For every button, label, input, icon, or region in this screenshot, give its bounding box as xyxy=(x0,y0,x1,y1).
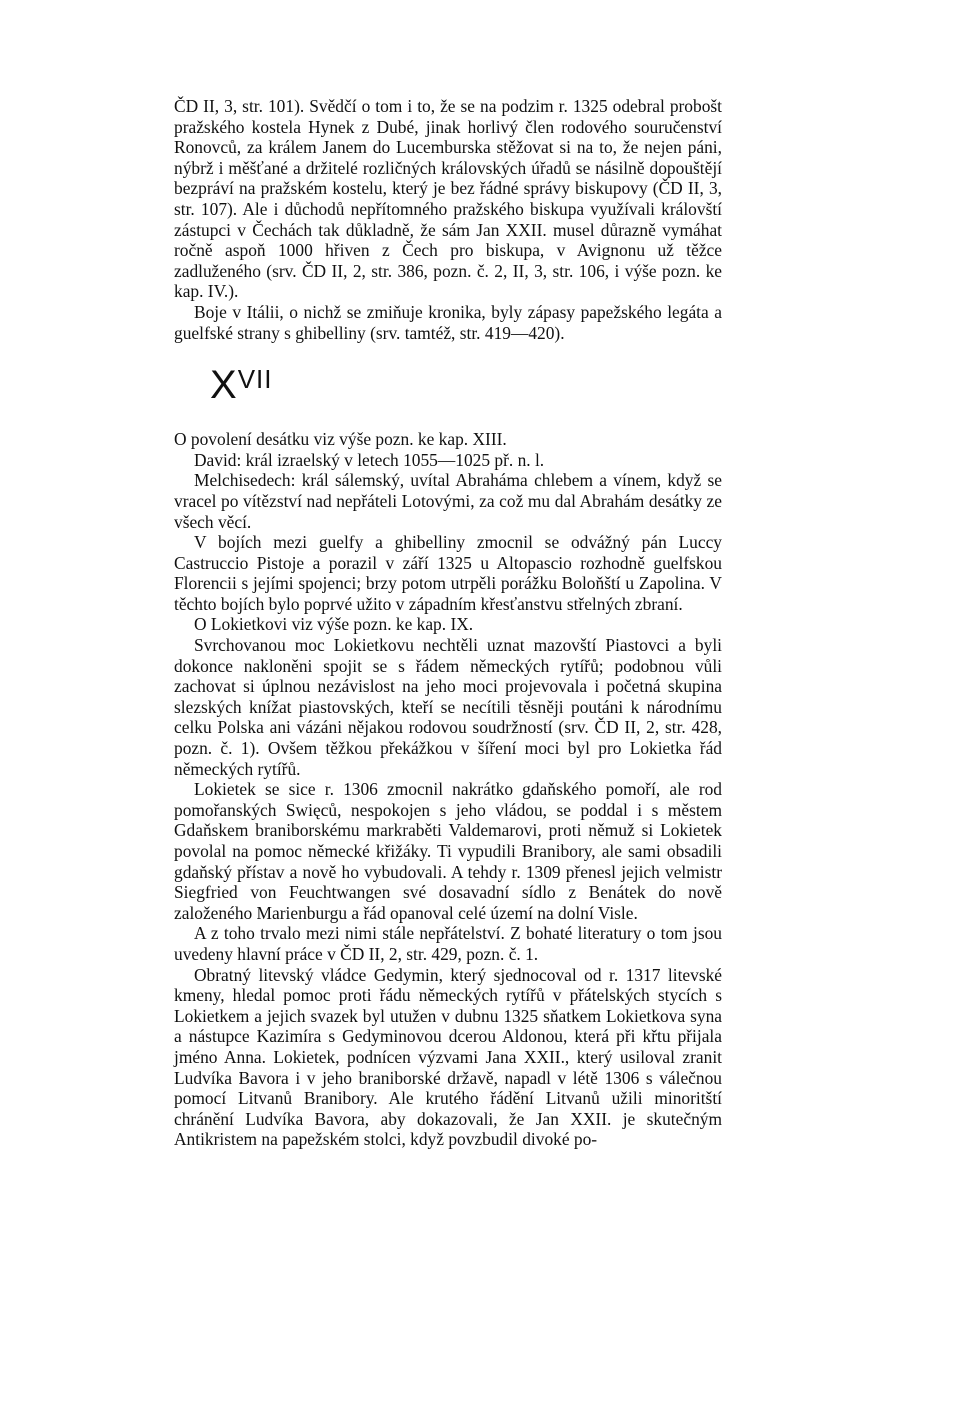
paragraph: A z toho trvalo mezi nimi stále nepřátelství. Z bohaté literatury o tom jsou uvedeny hlavní práce v ČD II, 2, str. 429, pozn. č. 1. xyxy=(174,923,722,964)
paragraph: Boje v Itálii, o nichž se zmiňuje kronika, byly zápasy papežského legáta a guelfské strany s ghibelliny (srv. tamtéž, str. 419—420). xyxy=(174,301,722,343)
paragraph: V bojích mezi guelfy a ghibelliny zmocnil se odvážný pán Luccy Castruccio Pistoje a porazil v září 1325 u Altopascio rozhodně guelfskou Florencii s jejími spojenci; brzy potom utrpěli porážku Boloňští u Zapolina. V těchto bojích bylo poprvé užito v západním křesťanstvu střelných zbraní. xyxy=(174,532,722,614)
chapter-heading xyxy=(210,359,722,408)
paragraph: Svrchovanou moc Lokietkovu nechtěli uznat mazovští Piastovci a byli dokonce nakloněni spojit se s řádem německých rytířů; podobnou vůli zachovat si úplnou nezávislost na jeho moci projevovala i početná skupina slezských knížat piastovských, kteří se necítili těsněji poutáni k národnímu celku Polska ani vázáni nějakou rodovou soudržností (srv. ČD II, 2, str. 428, pozn. č. 1). Ovšem těžkou překážkou v šíření moci byl pro Lokietka řád německých rytířů. xyxy=(174,635,722,779)
paragraph: Melchisedech: král sálemský, uvítal Abraháma chlebem a vínem, když se vracel po vítězství nad nepřáteli Lotovými, za což mu dal Abrahám desátky ze všech věcí. xyxy=(174,470,722,532)
chapter-heading-initial: X xyxy=(210,363,238,408)
paragraph: ČD II, 3, str. 101). Svědčí o tom i to, že se na podzim r. 1325 odebral probošt pražského kostela Hynek z Dubé, jinak horlivý člen rodového souručenství Ronovců, za králem Janem do Lucemburska stěžovat si na to, že nejen páni, nýbrž i měšťané a držitelé rozličných královských úřadů se násilně dopouštějí bezpráví na pražském kostelu, který je bez řádné správy biskupovy (ČD II, 3, str. 107). Ale i důchodů nepřítomného pražského biskupa využívali královští zástupci v Čechách tak důkladně, že sám Jan XXII. musel důrazně vymáhat ročně aspoň 1000 hřiven z Čech pro biskupa, v Avignonu už těžce zadluženého (srv. ČD II, 2, str. 386, pozn. č. 2, II, 3, str. 106, i výše pozn. ke kap. IV.). xyxy=(174,96,722,302)
paragraph: Lokietek se sice r. 1306 zmocnil nakrátko gdaňského pomoří, ale rod pomořanských Swięců, nespokojen s jeho vládou, se poddal i s městem Gdaňskem braniborskému markraběti Valdemarovi, proti němuž si Lokietek povolal na pomoc německé křižáky. Ti vypudili Branibory, ale sami obsadili gdaňský přístav a nově ho vybudovali. A tehdy r. 1309 přenesl jejich velmistr Siegfried von Feuchtwangen své dosavadní sídlo z Benátek do nově založeného Marienburgu a řád opanoval celé území na dolní Visle. xyxy=(174,779,722,923)
page-body xyxy=(174,96,722,1150)
paragraph: O povolení desátku viz výše pozn. ke kap. XIII. xyxy=(174,429,507,450)
chapter-heading-rest: VII xyxy=(237,364,273,395)
paragraph: David: král izraelský v letech 1055—1025 př. n. l. xyxy=(194,449,545,470)
paragraph: O Lokietkovi viz výše pozn. ke kap. IX. xyxy=(194,614,474,635)
paragraph: Obratný litevský vládce Gedymin, který sjednocoval od r. 1317 litevské kmeny, hledal pomoc proti řádu německých rytířů v přátelských stycích s Lokietkem a jejich svazek byl utužen v dubnu 1325 sňatkem Lokietkova syna a nástupce Kazimíra s Gedyminovou dcerou Aldonou, která při křtu přijala jméno Anna. Lokietek, podnícen výzvami Jana XXII., který usiloval zranit Ludvíka Bavora i v jeho braniborské državě, napadl v létě 1306 s válečnou pomocí Litvanů Branibory. Ale krutého řádění Litvanů užili minoritští chránění Ludvíka Bavora, aby dokazovali, že Jan XXII. je skutečným Antikristem na papežském stolci, když povzbudil divoké po- xyxy=(174,964,722,1150)
